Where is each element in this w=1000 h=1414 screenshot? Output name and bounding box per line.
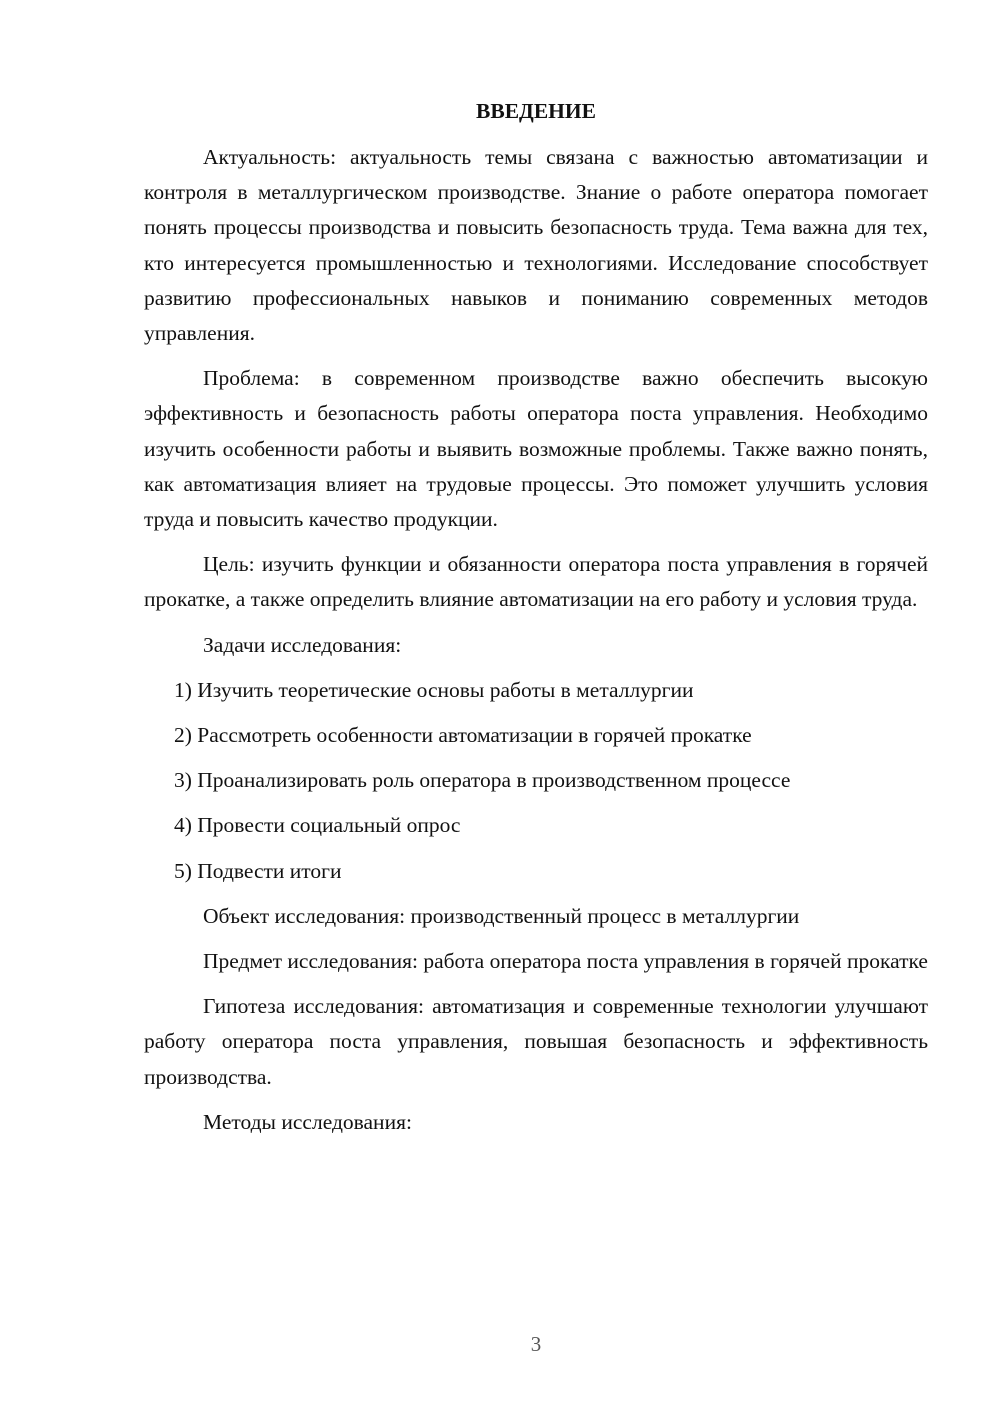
task-item-1: 1) Изучить теоретические основы работы в металлургии [174,677,694,702]
tasks-heading: Задачи исследования: [203,632,402,657]
tasks-list [144,673,928,889]
hypothesis-paragraph: Гипотеза исследования: автоматизация и современные технологии улучшают работу оператора поста управления, повышая безопасность и эффективность производства. [144,994,928,1089]
section-title: ВВЕДЕНИЕ [476,99,596,123]
document-body [144,94,928,1150]
subject-paragraph: Предмет исследования: работа оператора поста управления в горячей прокатке [203,949,928,974]
goal-paragraph: Цель: изучить функции и обязанности оператора поста управления в горячей прокатке, а также определить влияние автоматизации на его работу и условия труда. [144,552,928,612]
relevance-paragraph: Актуальность: актуальность темы связана с важностью автоматизации и контроля в металлургическом производстве. Знание о работе оператора помогает понять процессы производства и повысить безопасность труда. Тема важна для тех, кто интересуется промышленностью и технологиями. Исследование способствует развитию профессиональных навыков и пониманию современных методов управления. [144,145,928,346]
methods-heading: Методы исследования: [203,1109,412,1134]
task-item-2: 2) Рассмотреть особенности автоматизации в горячей прокатке [174,723,752,748]
task-item-4: 4) Провести социальный опрос [174,813,461,838]
page-number: 3 [530,1332,542,1356]
task-item-5: 5) Подвести итоги [174,858,342,883]
task-item-3: 3) Проанализировать роль оператора в производственном процессе [174,768,791,793]
object-paragraph: Объект исследования: производственный процесс в металлургии [203,903,800,928]
problem-paragraph: Проблема: в современном производстве важно обеспечить высокую эффективность и безопасность работы оператора поста управления. Необходимо изучить особенности работы и выявить возможные проблемы. Также важно понять, как автоматизация влияет на трудовые процессы. Это поможет улучшить условия труда и повысить качество продукции. [144,366,928,532]
